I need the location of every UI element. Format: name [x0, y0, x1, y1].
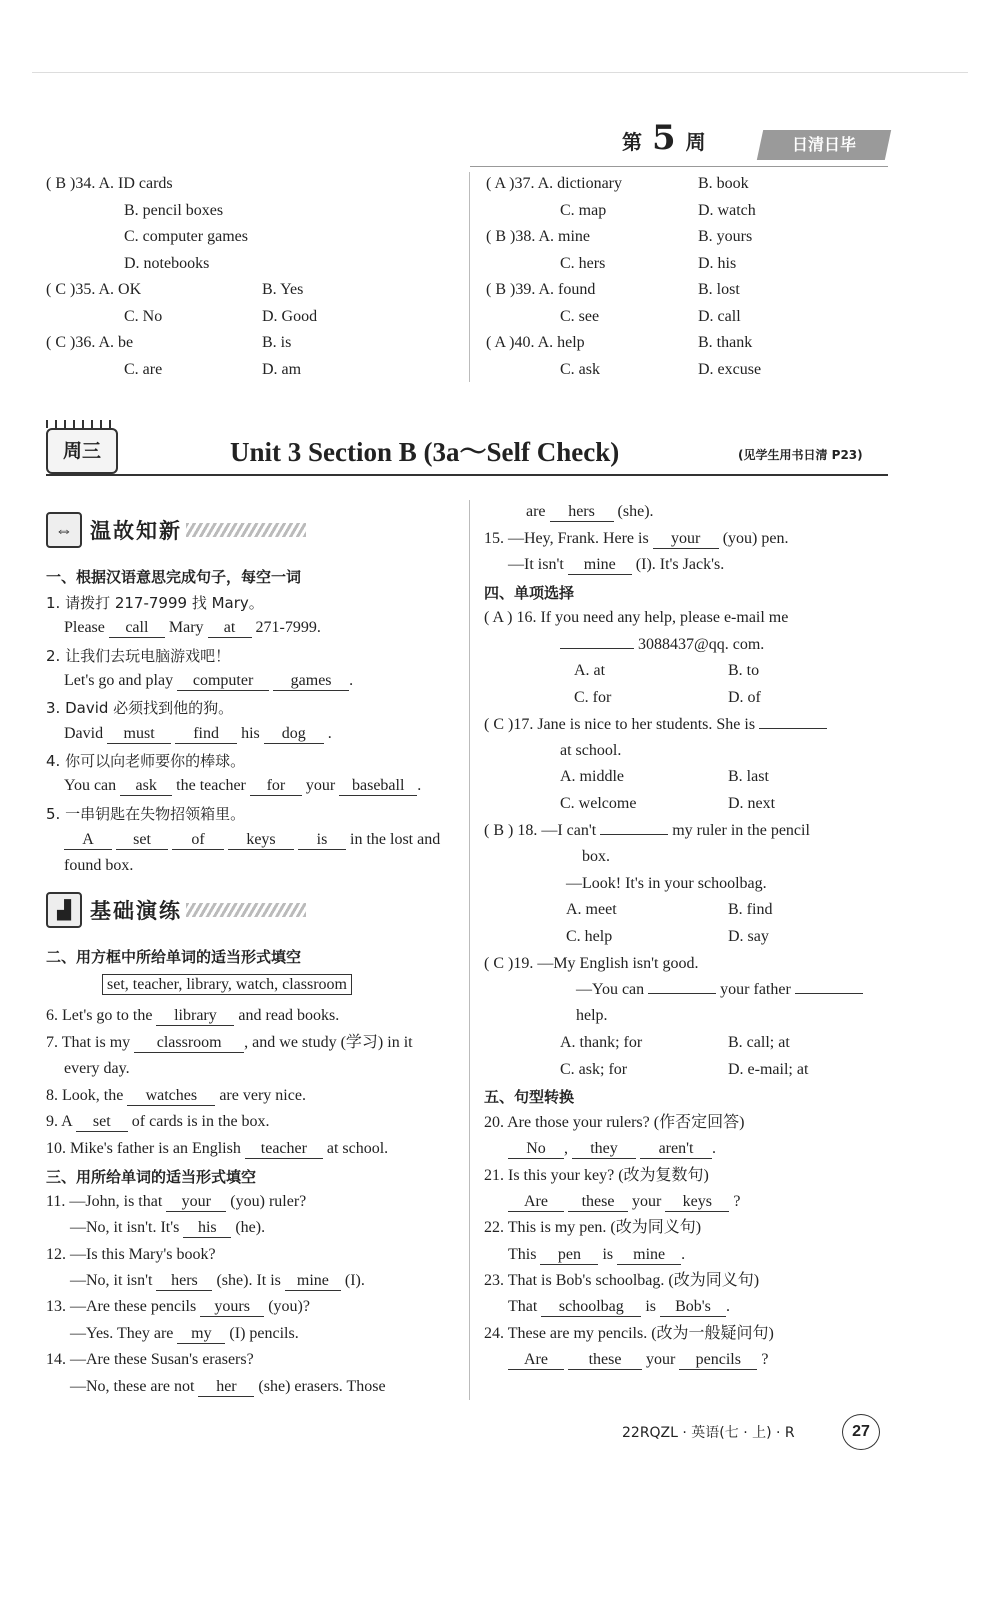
- footer-code: 22RQZL · 英语(七 · 上) · R: [622, 1425, 795, 1441]
- q39-row: ( B )39. A. found: [486, 281, 596, 298]
- q35-row: ( C )35. A. OK: [46, 281, 142, 298]
- unit-title: Unit 3 Section B (3a～Self Check): [230, 437, 620, 467]
- q17-option-b: B. last: [728, 768, 769, 785]
- part5-heading: 五、句型转换: [484, 1088, 575, 1106]
- q38-row: ( B )38. A. mine: [486, 228, 590, 245]
- q15-response: —It isn't mine (I). It's Jack's.: [508, 556, 725, 573]
- q17-stem: ( C )17. Jane is nice to her students. She is: [484, 715, 827, 735]
- q23-answer: That schoolbag is Bob's .: [508, 1298, 730, 1315]
- q18-stem-line2: box.: [582, 848, 610, 865]
- q35-option-c: C. No: [124, 308, 163, 325]
- q40-row: ( A )40. A. help: [486, 334, 585, 351]
- q2-chinese: 2. 让我们去玩电脑游戏吧！: [46, 647, 231, 665]
- q18-stem-line3: —Look! It's in your schoolbag.: [566, 875, 767, 892]
- week-label: 第 5 周: [622, 118, 706, 158]
- q16-option-a: A. at: [574, 662, 606, 679]
- q19-option-c: C. ask; for: [560, 1061, 628, 1078]
- q2-answer: Let's go and play computer games .: [64, 672, 354, 689]
- q3-chinese: 3. David 必须找到他的狗。: [46, 699, 234, 717]
- q19-option-a: A. thank; for: [560, 1034, 643, 1051]
- q36-option-b: B. is: [262, 334, 292, 351]
- q9-row: 9. A set of cards is in the box.: [46, 1113, 270, 1130]
- q36-option-c: C. are: [124, 361, 163, 378]
- q39-option-b: B. lost: [698, 281, 740, 298]
- q19-stem: ( C )19. —My English isn't good.: [484, 955, 699, 972]
- q23-prompt: 23. That is Bob's schoolbag. (改为同义句): [484, 1272, 760, 1289]
- q6-row: 6. Let's go to the library and read books.: [46, 1007, 340, 1024]
- q16-stem-line2: 3088437@qq. com.: [560, 635, 764, 655]
- q40-option-c: C. ask: [560, 361, 600, 378]
- q19-option-b: B. call; at: [728, 1034, 790, 1051]
- q37-option-d: D. watch: [698, 202, 756, 219]
- q34-option-b: B. pencil boxes: [124, 202, 224, 219]
- q18-option-a: A. meet: [566, 901, 617, 918]
- q12-response: —No, it isn't hers (she). It is mine (I).: [70, 1272, 365, 1289]
- q37-option-c: C. map: [560, 202, 607, 219]
- q18-option-b: B. find: [728, 901, 773, 918]
- q38-option-b: B. yours: [698, 228, 753, 245]
- q19-stem-line2: —You can your father: [576, 980, 863, 1000]
- day-tab: 周三: [46, 428, 118, 474]
- q17-option-c: C. welcome: [560, 795, 637, 812]
- section-basic-label: 基础演练: [90, 899, 182, 923]
- unit-rule: [46, 474, 888, 476]
- daily-badge: 日清日毕: [757, 130, 891, 160]
- q1-answer: Please call Mary at 271-7999.: [64, 619, 321, 636]
- part2-heading: 二、用方框中所给单词的适当形式填空: [46, 948, 302, 966]
- q18-option-c: C. help: [566, 928, 613, 945]
- q5-continuation: found box.: [64, 857, 134, 874]
- part4-heading: 四、单项选择: [484, 584, 575, 602]
- q17-option-a: A. middle: [560, 768, 624, 785]
- q16-option-b: B. to: [728, 662, 760, 679]
- q22-answer: This pen is mine .: [508, 1246, 686, 1263]
- q40-option-b: B. thank: [698, 334, 753, 351]
- q35-option-d: D. Good: [262, 308, 318, 325]
- q18-stem: ( B ) 18. —I can't my ruler in the pencil: [484, 822, 810, 839]
- q15-row: 15. —Hey, Frank. Here is your (you) pen.: [484, 530, 789, 547]
- q34-option-d: D. notebooks: [124, 255, 210, 272]
- part1-heading: 一、根据汉语意思完成句子，每空一词: [46, 568, 302, 586]
- q5-chinese: 5. 一串钥匙在失物招领箱里。: [46, 805, 246, 823]
- q13-row: 13. —Are these pencils yours (you)?: [46, 1298, 310, 1315]
- q16-stem: ( A ) 16. If you need any help, please e-mail me: [484, 609, 789, 626]
- q11-response: —No, it isn't. It's his (he).: [70, 1219, 266, 1236]
- q39-option-d: D. call: [698, 308, 741, 325]
- q35-option-b: B. Yes: [262, 281, 304, 298]
- q8-row: 8. Look, the watches are very nice.: [46, 1087, 306, 1104]
- q14-continuation: are hers (she).: [526, 503, 654, 520]
- section-basic-bar: [186, 903, 306, 917]
- q16-option-c: C. for: [574, 689, 612, 706]
- q4-chinese: 4. 你可以向老师要你的棒球。: [46, 752, 246, 770]
- q38-option-c: C. hers: [560, 255, 606, 272]
- section-review-header: [46, 512, 306, 548]
- q37-row: ( A )37. A. dictionary: [486, 175, 622, 192]
- q13-response: —Yes. They are my (I) pencils.: [70, 1325, 299, 1342]
- q4-answer: You can ask the teacher for your baseball .: [64, 777, 422, 794]
- q7-row: 7. That is my classroom , and we study (学习) in it: [46, 1034, 413, 1051]
- q5-answer: A set of keys is in the lost and: [64, 830, 440, 850]
- q38-option-d: D. his: [698, 255, 737, 272]
- q34-row: ( B )34. A. ID cards: [46, 175, 173, 192]
- q40-option-d: D. excuse: [698, 361, 762, 378]
- word-box: set, teacher, library, watch, classroom: [102, 975, 352, 995]
- q36-row: ( C )36. A. be: [46, 334, 134, 351]
- arrows-icon: ⇔: [46, 512, 82, 548]
- q11-row: 11. —John, is that your (you) ruler?: [46, 1193, 307, 1210]
- q39-option-c: C. see: [560, 308, 600, 325]
- section-basic-header: [46, 892, 306, 928]
- q36-option-d: D. am: [262, 361, 302, 378]
- q3-answer: David must find his dog .: [64, 725, 332, 742]
- q34-option-c: C. computer games: [124, 228, 248, 245]
- q12-question: 12. —Is this Mary's book?: [46, 1246, 216, 1263]
- calendar-rings-icon: [46, 420, 114, 428]
- section-review-label: 温故知新: [90, 519, 182, 543]
- q20-answer: No , they aren't .: [508, 1139, 716, 1159]
- q24-answer: Are these your pencils ?: [508, 1350, 768, 1370]
- q16-option-d: D. of: [728, 689, 761, 706]
- part3-heading: 三、用所给单词的适当形式填空: [46, 1168, 257, 1186]
- q21-prompt: 21. Is this your key? (改为复数句): [484, 1167, 709, 1184]
- q14-response: —No, these are not her (she) erasers. Those: [70, 1378, 386, 1395]
- q19-stem-line3: help.: [576, 1007, 608, 1024]
- unit-reference: (见学生用书日清 P23): [738, 448, 863, 462]
- q24-prompt: 24. These are my pencils. (改为一般疑问句): [484, 1325, 774, 1342]
- q22-prompt: 22. This is my pen. (改为同义句): [484, 1219, 702, 1236]
- q20-prompt: 20. Are those your rulers? (作否定回答): [484, 1114, 745, 1131]
- q21-answer: Are these your keys ?: [508, 1192, 740, 1212]
- bar-chart-icon: ▟: [46, 892, 82, 928]
- q18-option-d: D. say: [728, 928, 769, 945]
- q1-chinese: 1. 请拨打 217-7999 找 Mary。: [46, 594, 264, 612]
- main-column-divider: [469, 500, 470, 1400]
- section-review-bar: [186, 523, 306, 537]
- q37-option-b: B. book: [698, 175, 749, 192]
- q10-row: 10. Mike's father is an English teacher at school.: [46, 1140, 389, 1157]
- top-column-divider: [469, 172, 470, 382]
- q7-continuation: every day.: [64, 1060, 130, 1077]
- q17-stem-line2: at school.: [560, 742, 622, 759]
- q14-question: 14. —Are these Susan's erasers?: [46, 1351, 254, 1368]
- q19-option-d: D. e-mail; at: [728, 1061, 809, 1078]
- header-rule: [470, 166, 888, 167]
- q17-option-d: D. next: [728, 795, 776, 812]
- page-number: 27: [842, 1414, 880, 1450]
